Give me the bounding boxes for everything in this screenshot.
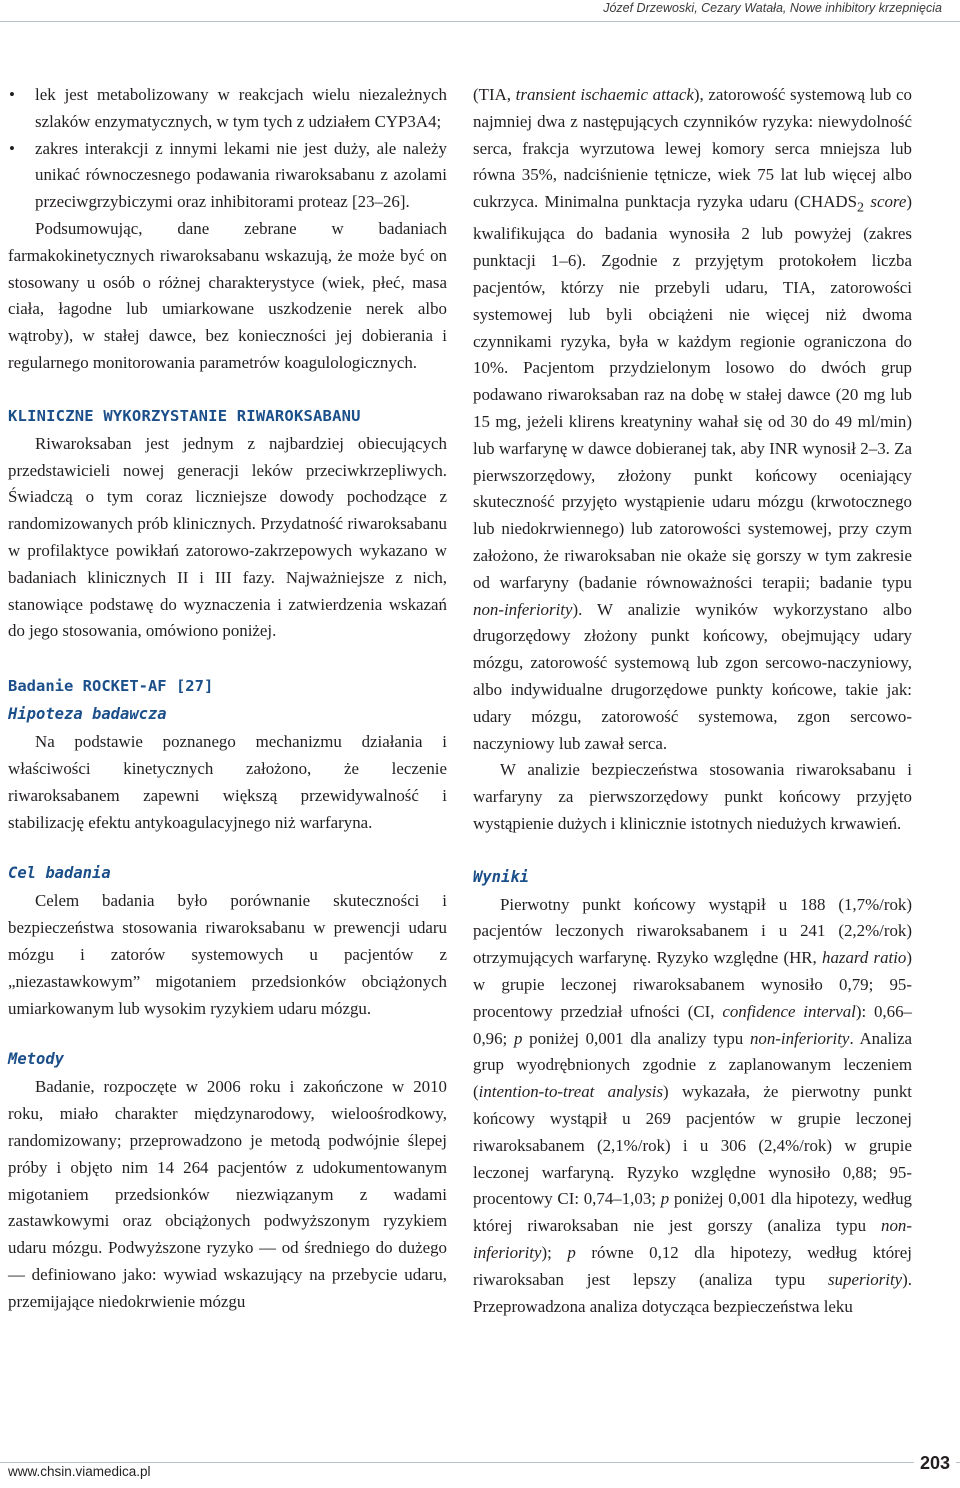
safety-paragraph: W analizie bezpieczeństwa stosowania riwaroksabanu i warfaryny za pierwszorzędowy punkt końcowy przyjęto wystąpienie dużych i klinicznie istotnych niedużych krwawień. (473, 760, 912, 833)
text-run: poniżej 0,001 dla analizy typu (522, 1028, 750, 1048)
aim-paragraph: Celem badania było porównanie skuteczności i bezpieczeństwa stosowania riwaroksabanu w prewencji udaru mózgu i zatorów systemowych u pacjentów z „niezastawkowym” migotaniem przedsionków obciążonych umiarkowanym lub wysokim ryzykiem udaru mózgu. (8, 891, 447, 1018)
text-run: ). Przeprowadzona analiza dotycząca bezpieczeństwa leku (473, 1269, 912, 1316)
footer-divider (0, 1462, 960, 1463)
subscript: 2 (857, 199, 865, 216)
section-heading: KLINICZNE WYKORZYSTANIE RIWAROKSABANU (8, 406, 361, 425)
text-run: ), zatorowość systemową lub co najmniej dwa z następujących czynników ryzyka: niewydolność serca, frakcja wyrzutowa lewej komory serca mniejsza lub równa 35%, nadciśnienie tętnicze, wiek 75 lat lub więcej albo cukrzyca. Minimalna punktacja ryzyka udaru (CHADS (473, 85, 912, 212)
right-column (473, 82, 912, 1320)
bullet-item: • lek jest metabolizowany w reakcjach wielu niezależnych szlaków enzymatycznych, w tym tych z udziałem CYP3A4; (8, 82, 447, 136)
term-italic: p (660, 1189, 670, 1209)
term-italic: p (513, 1028, 523, 1048)
term-italic: non-inferiority (749, 1028, 850, 1048)
running-header (0, 0, 960, 22)
text-run: Pierwotny punkt końcowy wystąpił u 188 (1,7%/rok) pacjentów leczonych riwaroksabanem i u 241 (2,2%/rok) otrzymujących warfarynę. Ryzyko względne (HR, (473, 894, 912, 968)
term-italic: non-inferiority (473, 599, 573, 619)
text-run: ); (541, 1243, 568, 1263)
hypothesis-paragraph: Na podstawie poznanego mechanizmu działania i właściwości kinetycznych założono, że leczenie riwaroksabanem zapewni większą przewidywalność i stabilizację efektu antykoagulacyjnego niż warfaryna. (8, 732, 447, 832)
results-heading: Wyniki (473, 867, 529, 886)
text-run: ) wykazała, że pierwotny punkt końcowy wystąpił u 269 pacjentów w grupie leczonej riwaroksabanem (2,1%/rok) i u 306 (2,4%/rok) w grupie leczonej warfaryną. Ryzyko względne wynosiło 0,88; 95-procentowy CI: 0,74–1,03; (473, 1082, 912, 1209)
text-run: ) kwalifikująca do badania wynosiła 2 lub powyżej (zakres punktacji 1–6). Zgodnie z przyjętym protokołem liczba pacjentów, którzy nie przebyli udaru, TIA, zatorowości systemowej lub byli obciążeni nie więcej niż dwoma czynnikami ryzyka, była w każdym regionie ograniczona do 10%. Pacjentom przydzielonym losowo do dwóch grup podawano riwaroksaban raz na dobę w stałej dawce (20 mg lub 15 mg, jeżeli klirens kreatyniny wahał się od 30 do 49 ml/min) lub warfarynę w dawce dobieranej tak, aby INR wynosił 2–3. Za pierwszorzędowy, złożony punkt końcowy oceniający skuteczność przyjęto wystąpienie udaru mózgu (krwotocznego lub niedokrwiennego) lub zatorowości systemowej, przy czym założono, że riwaroksaban nie okaże się gorszy w tym zakresie od warfaryny (badanie równoważności terapii; badanie typu (473, 192, 912, 592)
text-run: ): 0,66–0,96; (473, 1001, 912, 1048)
text-run: . Analiza grup wyodrębnionych zgodnie z zaplanowanym leczeniem ( (473, 1028, 912, 1102)
term-italic: hazard ratio (822, 948, 907, 968)
text-run: (TIA, (473, 85, 516, 104)
term-italic: p (567, 1243, 576, 1263)
text-run: ) w grupie leczonej riwaroksabanem wynosiło 0,79; 95-procentowy przedział ufności (CI, (473, 948, 912, 1021)
term-italic: score (864, 192, 907, 212)
summary-paragraph: Podsumowując, dane zebrane w badaniach farmakokinetycznych riwaroksabanu wskazują, że może być on stosowany u osób o różnej charakterystyce (wiek, płeć, masa ciała, łagodne lub umiarkowane uszkodzenie nerek albo wątroby), w stałej dawce, bez konieczności jej dobierania i regularnego monitorowania parametrów koagulologicznych. (8, 218, 447, 372)
running-title: Józef Drzewoski, Cezary Watała, Nowe inhibitory krzepnięcia (603, 1, 942, 15)
text-run: równe 0,12 dla hipotezy, według której riwaroksaban jest lepszy (analiza typu (473, 1243, 912, 1289)
left-column (8, 82, 447, 1315)
results-paragraph (473, 892, 912, 1321)
study-heading: Badanie ROCKET-AF [27] (8, 677, 214, 696)
term-italic: superiority (828, 1269, 903, 1289)
text-run: ). W analizie wyników wykorzystano albo drugorzędowy złożony punkt końcowy, obejmujący udary mózgu, zatorowość systemową lub zgon sercowo-naczyniowy, albo indywidualne drugorzędowe punkty końcowe, takie jak: udary mózgu, zatorowość systemowa, zgon sercowo-naczyniowy lub zawał serca. (473, 599, 912, 753)
methods-paragraph: Badanie, rozpoczęte w 2006 roku i zakończone w 2010 roku, miało charakter międzynarodowy, wieloośrodkowy, randomizowany; przeprowadzono je metodą podwójnie ślepej próby i objęto nim 14 264 pacjentów z udokumentowanym migotaniem przedsionków niezwiązanym z wadami zastawkowymi oraz obciążonych podwyższonym ryzykiem udaru mózgu. Podwyższone ryzyko — od średniego do dużego — definiowano jako: wywiad wskazujący na przebycie udaru, przemijające niedokrwienie mózgu (8, 1077, 447, 1311)
term-italic: non-inferiority (473, 1216, 912, 1263)
footer-url[interactable]: www.chsin.viamedica.pl (8, 1464, 151, 1479)
bullet-list (8, 82, 447, 216)
continuation-paragraph (473, 82, 912, 757)
term-italic: transient ischaemic attack (515, 85, 694, 104)
section-paragraph: Riwaroksaban jest jednym z najbardziej obiecujących przedstawicieli nowej generacji leków przeciwkrzepliwych. Świadczą o tym coraz liczniejsze dowody pochodzące z randomizowanych prób klinicznych. Przydatność riwaroksabanu w profilaktyce powikłań zatorowo-zakrzepowych wykazano w badaniach klinicznych II i III fazy. Najważniejsze z nich, stanowiące podstawę do wyznaczenia i zatwierdzenia wskazań do jego stosowania, omówiono poniżej. (8, 433, 447, 641)
aim-heading: Cel badania (8, 864, 111, 883)
text-run: poniżej 0,001 dla hipotezy, według której riwaroksaban nie jest gorszy (analiza typu (473, 1189, 912, 1236)
term-italic: intention-to-treat analysis (478, 1082, 664, 1102)
term-italic: confidence interval (722, 1001, 856, 1021)
methods-heading: Metody (8, 1050, 64, 1069)
bullet-item: • zakres interakcji z innymi lekami nie jest duży, ale należy unikać równoczesnego podawania riwaroksabanu z azolami przeciwgrzybiczymi oraz inhibitorami proteaz [23–26]. (8, 136, 447, 216)
page-number: 203 (914, 1448, 956, 1478)
hypothesis-heading: Hipoteza badawcza (8, 705, 167, 724)
